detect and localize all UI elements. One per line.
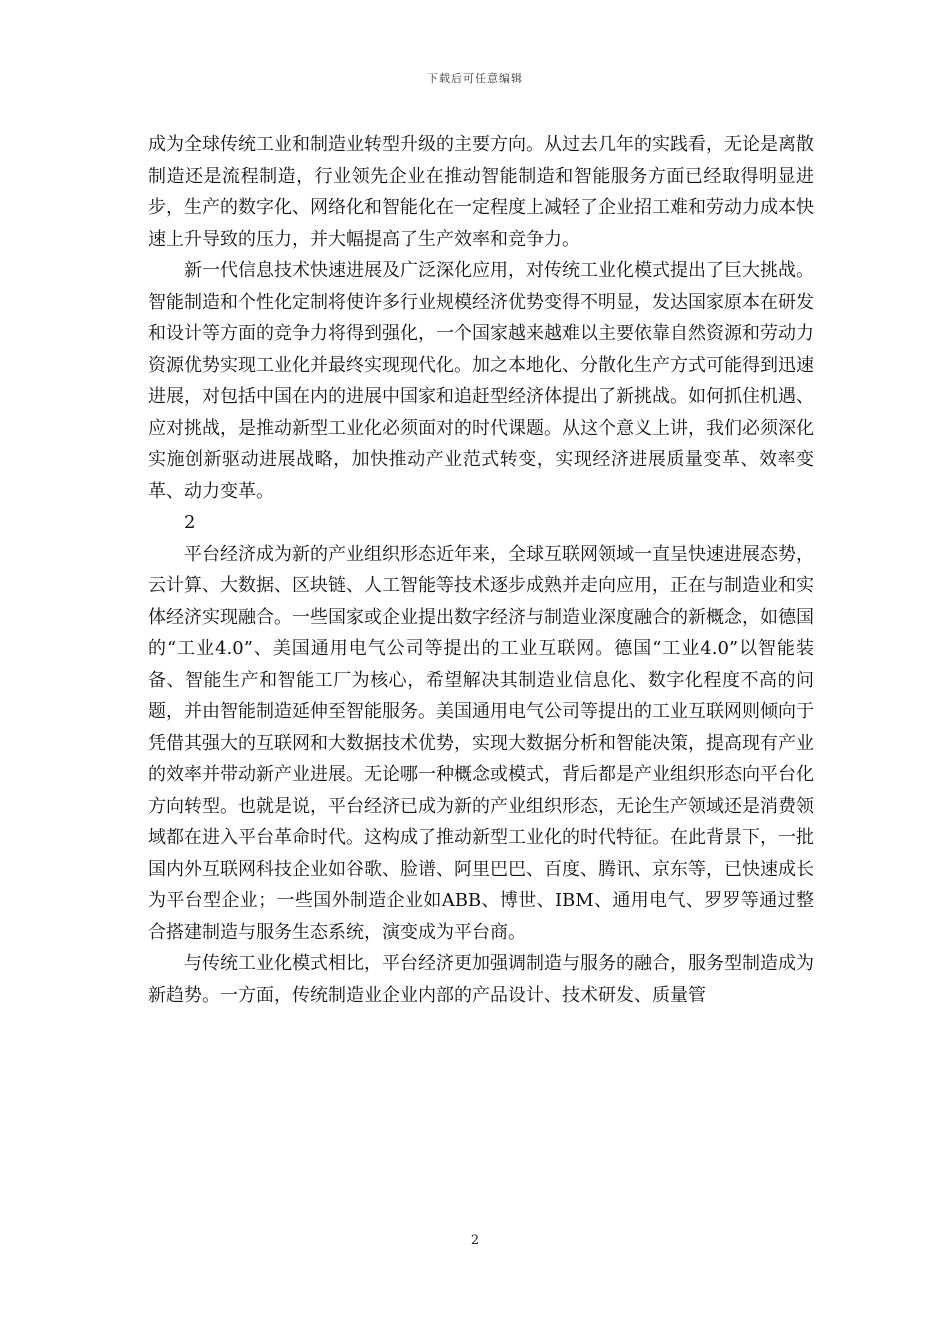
page-header: 下载后可任意编辑 [427,72,523,85]
paragraph-1: 成为全球传统工业和制造业转型升级的主要方向。从过去几年的实践看，无论是离散制造还是流程制造，行业领先企业在推动智能制造和智能服务方面已经取得明显进步，生产的数字化、网络化和智能化在一定程度上减轻了企业招工难和劳动力成本快速上升导致的压力，并大幅提高了生产效率和竞争力。 [148,134,814,250]
page-number: 2 [470,1233,480,1248]
paragraph-3: 平台经济成为新的产业组织形态近年来，全球互联网领域一直呈快速进展态势，云计算、大数据、区块链、人工智能等技术逐步成熟并走向应用，正在与制造业和实体经济实现融合。一些国家或企业提出数字经济与制造业深度融合的新概念，如德国的“工业4.0”、美国通用电气公司等提出的工业互联网。德国“工业4.0”以智能装备、智能生产和智能工厂为核心，希望解决其制造业信息化、数字化程度不高的问题，并由智能制造延伸至智能服务。美国通用电气公司等提出的工业互联网则倾向于凭借其强大的互联网和大数据技术优势，实现大数据分析和智能决策，提高现有产业的效率并带动新产业进展。无论哪一种概念或模式，背后都是产业组织形态向平台化方向转型。也就是说，平台经济已成为新的产业组织形态，无论生产领域还是消费领域都在进入平台革命时代。这构成了推动新型工业化的时代特征。在此背景下，一批国内外互联网科技企业如谷歌、脸谱、阿里巴巴、百度、腾讯、京东等，已快速成长为平台型企业；一些国外制造企业如ABB、博世、IBM、通用电气、罗罗等通过整合搭建制造与服务生态系统，演变成为平台商。 [148,543,814,943]
document-body [148,129,814,1011]
paragraph-4: 与传统工业化模式相比，平台经济更加强调制造与服务的融合，服务型制造成为新趋势。一方面，传统制造业企业内部的产品设计、技术研发、质量管 [148,953,814,1006]
section-number: 2 [184,512,196,533]
paragraph-2: 新一代信息技术快速进展及广泛深化应用，对传统工业化模式提出了巨大挑战。智能制造和个性化定制将使许多行业规模经济优势变得不明显，发达国家原本在研发和设计等方面的竞争力将得到强化，一个国家越来越难以主要依靠自然资源和劳动力资源优势实现工业化并最终实现现代化。加之本地化、分散化生产方式可能得到迅速进展，对包括中国在内的进展中国家和追赶型经济体提出了新挑战。如何抓住机遇、应对挑战，是推动新型工业化必须面对的时代课题。从这个意义上讲，我们必须深化实施创新驱动进展战略，加快推动产业范式转变，实现经济进展质量变革、效率变革、动力变革。 [148,260,814,502]
